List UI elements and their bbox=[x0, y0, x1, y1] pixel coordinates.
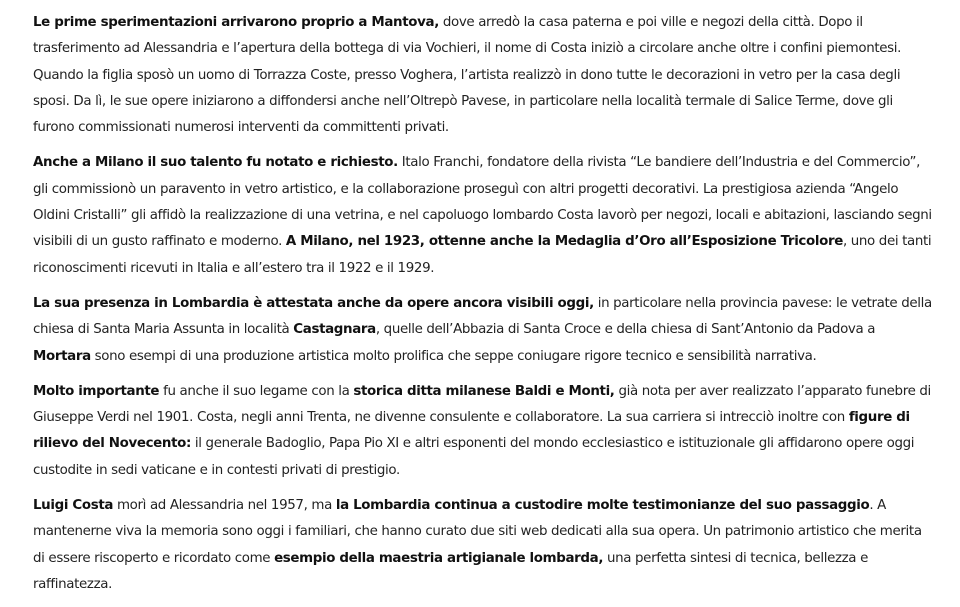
bold-text-run: Anche a Milano il suo talento fu notato e richiesto. bbox=[33, 155, 398, 171]
bold-text-run: Castagnara bbox=[293, 322, 376, 338]
paragraph-mantova bbox=[33, 10, 933, 141]
text-run: già nota per aver realizzato l’apparato funebre di Giuseppe Verdi nel 1901. Costa, negli anni Trenta, ne divenne consulente e collaboratore. La sua carriera si intrecciò inoltre con bbox=[33, 383, 931, 426]
bold-text-run: La sua presenza in Lombardia è attestata anche da opere ancora visibili oggi, bbox=[33, 295, 594, 311]
bold-text-run: Luigi Costa bbox=[33, 498, 114, 514]
text-run: in particolare nella provincia pavese: le vetrate della chiesa di Santa Maria Assunta in località bbox=[33, 295, 932, 338]
text-run: Italo Franchi, fondatore della rivista “Le bandiere dell’Industria e del Commercio”, gli commissionò un paravento in vetro artistico, e la collaborazione proseguì con altri progetti decorativi. La prestigiosa azienda “Angelo Oldini Cristalli” gli affidò la realizzazione di una vetrina, e nel capoluogo lombardo Costa lavorò per negozi, locali e abitazioni, lasciando segni visibili di un gusto raffinato e moderno. bbox=[33, 155, 932, 250]
bold-text-run: esempio della maestria artigianale lombarda, bbox=[274, 550, 604, 566]
bold-text-run: la Lombardia continua a custodire molte testimonianze del suo passaggio bbox=[335, 498, 870, 514]
text-run: una perfetta sintesi di tecnica, bellezza e raffinatezza. bbox=[33, 550, 868, 592]
text-run: . A mantenerne viva la memoria sono oggi i familiari, che hanno curato due siti web dedicati alla sua opera. Un patrimonio artistico che merita di essere riscoperto e ricordato come bbox=[33, 498, 922, 566]
bold-text-run: figure di rilievo del Novecento: bbox=[33, 410, 910, 452]
bold-text-run: A Milano, nel 1923, ottenne anche la Medaglia d’Oro all’Esposizione Tricolore bbox=[285, 234, 843, 250]
text-run: il generale Badoglio, Papa Pio XI e altri esponenti del mondo ecclesiastico e istituzionale gli affidarono opere oggi custodite in sedi vaticane e in contesti privati di prestigio. bbox=[33, 436, 915, 478]
text-run: sono esempi di una produzione artistica molto prolifica che seppe coniugare rigore tecnico e sensibilità narrativa. bbox=[90, 348, 817, 364]
paragraph-milano bbox=[33, 150, 933, 281]
bold-text-run: Le prime sperimentazioni arrivarono proprio a Mantova, bbox=[33, 15, 439, 30]
paragraph-lombardia bbox=[33, 291, 933, 370]
bold-text-run: Molto importante bbox=[33, 383, 160, 399]
paragraph-luigi-costa bbox=[33, 493, 933, 598]
bold-text-run: storica ditta milanese Baldi e Monti, bbox=[353, 383, 615, 399]
bold-text-run: Mortara bbox=[33, 348, 91, 364]
text-run: , quelle dell’Abbazia di Santa Croce e della chiesa di Sant’Antonio da Padova a bbox=[375, 322, 876, 338]
paragraph-baldi-monti bbox=[33, 379, 933, 484]
article-body bbox=[33, 10, 933, 607]
text-run: dove arredò la casa paterna e poi ville e negozi della città. Dopo il trasferimento ad Alessandria e l’apertura della bottega di via Vochieri, il nome di Costa iniziò a circolare anche oltre i confini piemontesi. Quando la figlia sposò un uomo di Torrazza Coste, presso Voghera, l’artista realizzò in dono tutte le decorazioni in vetro per la casa degli sposi. Da lì, le sue opere iniziarono a diffondersi anche nell’Oltrepò Pavese, in particolare nella località termale di Salice Terme, dove gli furono commissionati numerosi interventi da committenti privati. bbox=[33, 15, 902, 136]
text-run: morì ad Alessandria nel 1957, ma bbox=[113, 498, 336, 514]
text-run: , uno dei tanti riconoscimenti ricevuti in Italia e all’estero tra il 1922 e il 1929. bbox=[33, 234, 932, 276]
text-run: fu anche il suo legame con la bbox=[159, 383, 354, 399]
